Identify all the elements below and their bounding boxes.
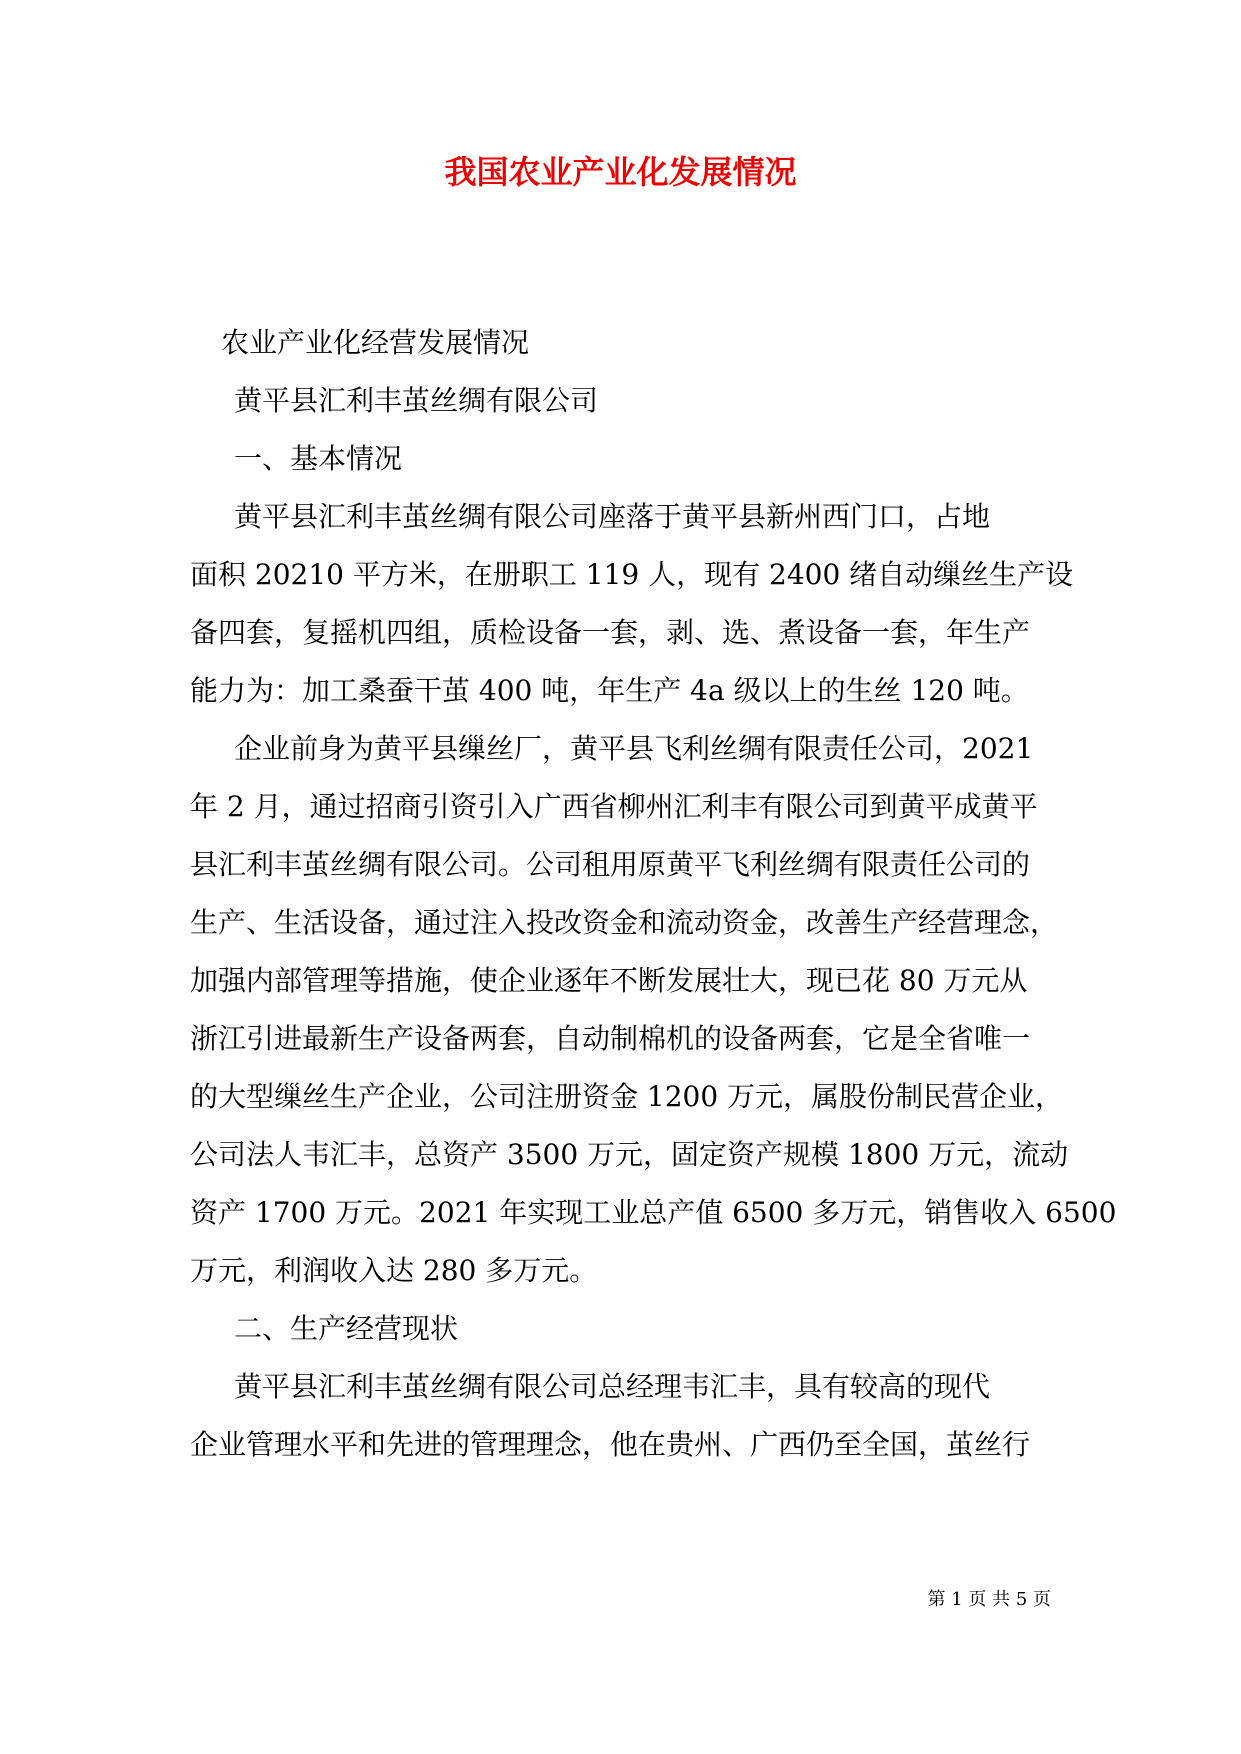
text-line: 的大型缫丝生产企业，公司注册资金 1200 万元，属股份制民营企业， xyxy=(190,1080,1064,1113)
text-line: 备四套，复摇机四组，质检设备一套，剥、选、煮设备一套，年生产 xyxy=(190,616,1031,649)
text-line: 县汇利丰茧丝绸有限公司。公司租用原黄平飞利丝绸有限责任公司的 xyxy=(190,848,1031,881)
text-line: 黄平县汇利丰茧丝绸有限公司座落于黄平县新州西门口，占地 xyxy=(234,500,991,533)
text-line: 能力为：加工桑蚕干茧 400 吨，年生产 4a 级以上的生丝 120 吨。 xyxy=(190,674,1029,707)
text-line: 农业产业化经营发展情况 xyxy=(221,326,530,359)
text-line: 加强内部管理等措施，使企业逐年不断发展壮大，现已花 80 万元从 xyxy=(190,964,1028,997)
text-line: 资产 1700 万元。2021 年实现工业总产值 6500 多万元，销售收入 6500 xyxy=(190,1196,1117,1229)
text-line: 黄平县汇利丰茧丝绸有限公司 xyxy=(234,384,599,417)
text-line: 一、基本情况 xyxy=(234,442,403,475)
text-line: 企业管理水平和先进的管理理念，他在贵州、广西仍至全国，茧丝行 xyxy=(190,1428,1031,1461)
text-line: 面积 20210 平方米，在册职工 119 人，现有 2400 绪自动缫丝生产设 xyxy=(190,558,1074,591)
text-line: 万元，利润收入达 280 多万元。 xyxy=(190,1254,598,1287)
text-line: 年 2 月，通过招商引资引入广西省柳州汇利丰有限公司到黄平成黄平 xyxy=(190,790,1038,823)
text-line: 公司法人韦汇丰，总资产 3500 万元，固定资产规模 1800 万元，流动 xyxy=(190,1138,1069,1171)
text-line: 生产、生活设备，通过注入投改资金和流动资金，改善生产经营理念， xyxy=(190,906,1059,939)
page-number: 第 1 页 共 5 页 xyxy=(927,1589,1051,1610)
text-line: 企业前身为黄平县缫丝厂，黄平县飞利丝绸有限责任公司，2021 xyxy=(234,732,1034,765)
text-line: 黄平县汇利丰茧丝绸有限公司总经理韦汇丰，具有较高的现代 xyxy=(234,1370,991,1403)
text-line: 浙江引进最新生产设备两套，自动制棉机的设备两套，它是全省唯一 xyxy=(190,1022,1031,1055)
text-line: 二、生产经营现状 xyxy=(234,1312,459,1345)
page-title: 我国农业产业化发展情况 xyxy=(444,153,797,191)
